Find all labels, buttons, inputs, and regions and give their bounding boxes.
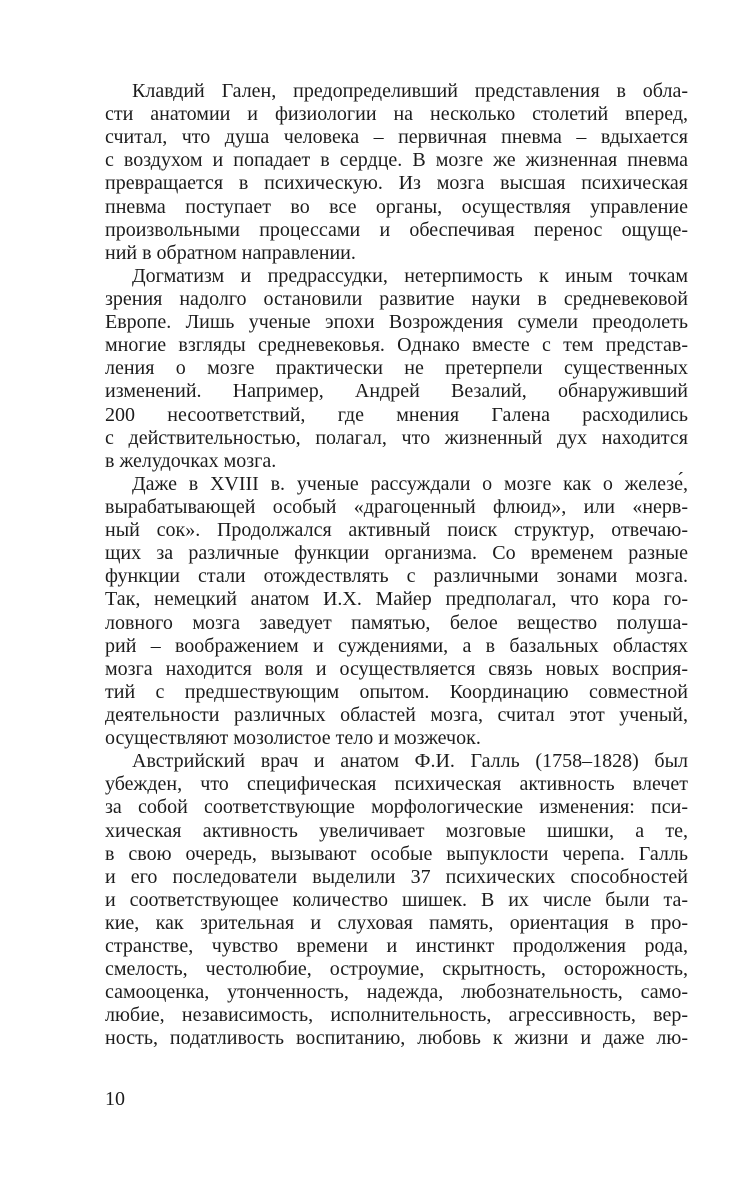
text-line: сти анатомии и физиологии на несколько столетий вперед, (105, 103, 688, 126)
text-line: любие, независимость, исполнительность, агрессивность, вер- (105, 1004, 688, 1027)
text-line: ность, податливость воспитанию, любовь к жизни и даже лю- (105, 1027, 688, 1050)
text-line: ный сок». Продолжался активный поиск структур, отвечаю- (105, 519, 688, 542)
text-line: мозга находится воля и осуществляется связь новых восприя- (105, 657, 688, 680)
text-line: кие, как зрительная и слуховая память, ориентация в про- (105, 911, 688, 934)
text-line: хическая активность увеличивает мозговые шишки, а те, (105, 819, 688, 842)
text-line: Австрийский врач и анатом Ф.И. Галль (1758–1828) был (132, 750, 688, 773)
text-line: с действительностью, полагал, что жизненный дух находится (105, 426, 688, 449)
text-line: ления о мозге практически не претерпели существенных (105, 357, 688, 380)
text-line: произвольными процессами и обеспечивая перенос ощуще- (105, 218, 688, 241)
text-line: странстве, чувство времени и инстинкт продолжения рода, (105, 935, 688, 958)
paragraph-gall (105, 750, 688, 1050)
text-line: вырабатывающей особый «драгоценный флюид», или «нерв- (105, 495, 688, 518)
text-line: 200 несоответствий, где мнения Галена расходились (105, 403, 688, 426)
text-line: Клавдий Гален, предопределивший представления в обла- (132, 80, 688, 102)
text-line: деятельности различных областей мозга, считал этот ученый, (105, 703, 688, 726)
page-text (105, 80, 688, 1051)
text-line: с воздухом и попадает в сердце. В мозге же жизненная пневма (105, 149, 688, 172)
text-line: осуществляют мозолистое тело и мозжечок. (105, 727, 481, 750)
text-line: пневма поступает во все органы, осуществляя управление (105, 195, 688, 218)
text-line: и соответствующее количество шишек. В их числе были та- (105, 888, 688, 911)
text-line: щих за различные функции организма. Со временем разные (105, 542, 688, 565)
text-line: смелость, честолюбие, остроумие, скрытность, осторожность, (105, 958, 688, 981)
text-line: в свою очередь, вызывают особые выпуклости черепа. Галль (105, 842, 688, 865)
text-line: в желудочках мозга. (105, 449, 277, 472)
text-line: рий – воображением и суждениями, а в базальных областях (105, 634, 688, 657)
text-line: убежден, что специфическая психическая активность влечет (105, 773, 688, 796)
page-number: 10 (105, 1088, 125, 1110)
text-line: Даже в XVIII в. ученые рассуждали о мозге как о железе́, (132, 472, 688, 495)
paragraph-galen (105, 80, 688, 265)
text-line: тий с предшествующим опытом. Координацию совместной (105, 680, 688, 703)
text-line: ний в обратном направлении. (105, 241, 356, 264)
text-line: превращается в психическую. Из мозга высшая психическая (105, 172, 688, 195)
text-line: изменений. Например, Андрей Везалий, обнаруживший (105, 380, 688, 403)
text-line: функции стали отождествлять с различными зонами мозга. (105, 565, 688, 588)
text-line: Так, немецкий анатом И.Х. Майер предполагал, что кора го- (105, 588, 688, 611)
paragraph-xviii-century (105, 473, 688, 750)
text-line: Догматизм и предрассудки, нетерпимость к иным точкам (132, 264, 688, 287)
text-line: за собой соответствующие морфологические изменения: пси- (105, 796, 688, 819)
text-line: и его последователи выделили 37 психических способностей (105, 865, 688, 888)
text-line: зрения надолго остановили развитие науки в средневековой (105, 287, 688, 310)
text-line: Европе. Лишь ученые эпохи Возрождения сумели преодолеть (105, 311, 688, 334)
text-line: многие взгляды средневековья. Однако вместе с тем представ- (105, 334, 688, 357)
text-line: считал, что душа человека – первичная пневма – вдыхается (105, 126, 688, 149)
text-line: ловного мозга заведует памятью, белое вещество полуша- (105, 611, 688, 634)
text-line: самооценка, утонченность, надежда, любознательность, само- (105, 981, 688, 1004)
paragraph-dogmatism (105, 265, 688, 473)
